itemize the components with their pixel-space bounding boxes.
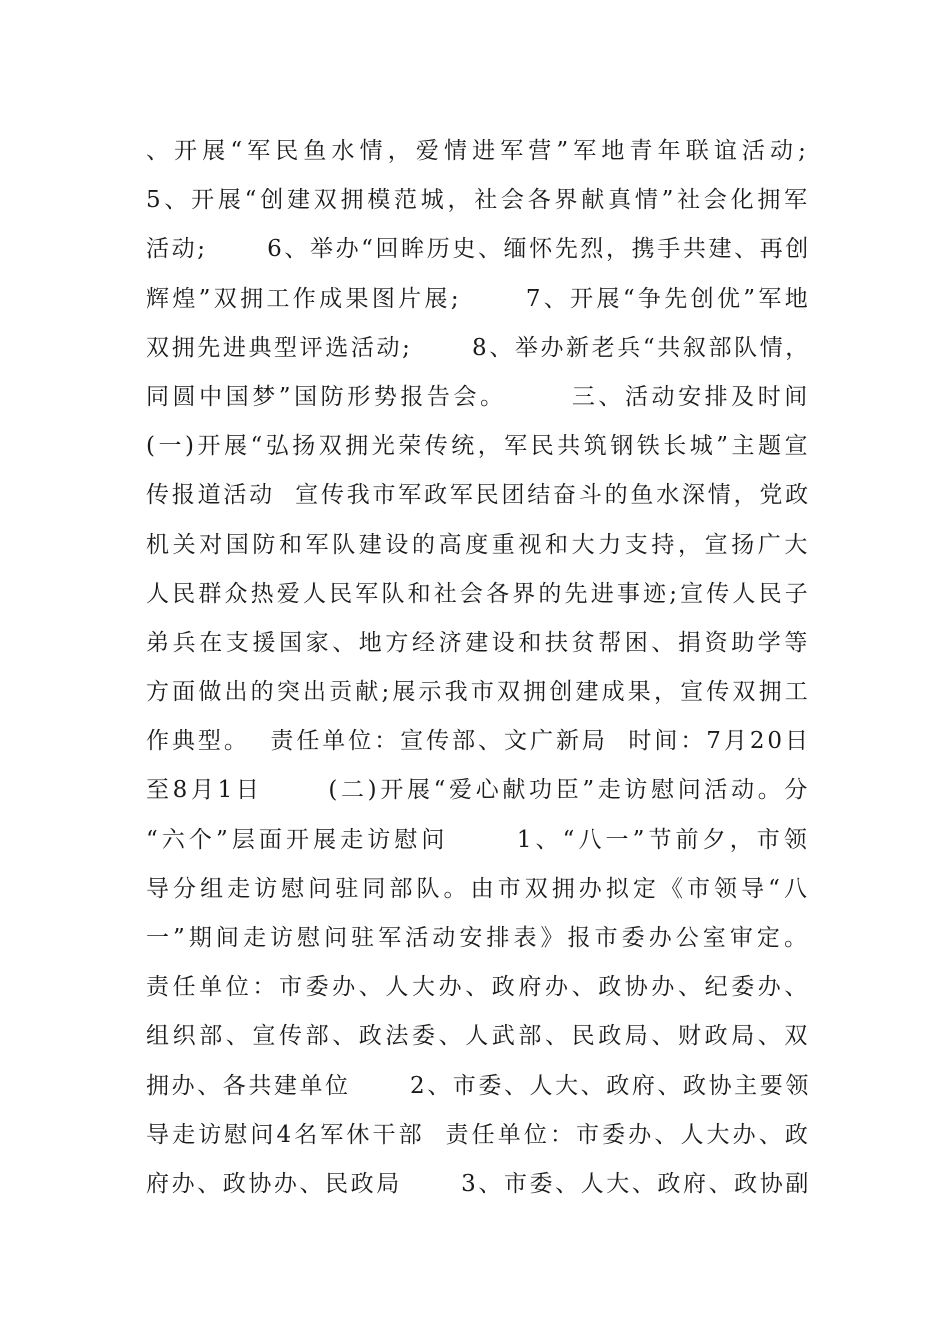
text-line-10: 人民群众热爱人民军队和社会各界的先进事迹;宣传人民子: [146, 580, 811, 607]
body-text: [146, 127, 811, 1209]
text-line-8: 传报道活动 宣传我市军政军民团结奋斗的鱼水深情，党政: [146, 482, 811, 509]
text-line-12: 方面做出的突出贡献;展示我市双拥创建成果，宣传双拥工: [146, 679, 811, 706]
text-line-2: 5、开展“创建双拥模范城，社会各界献真情”社会化拥军: [146, 187, 811, 214]
text-line-6: 同圆中国梦”国防形势报告会。 三、活动安排及时间: [146, 383, 811, 410]
text-line-5: 双拥先进典型评选活动; 8、举办新老兵“共叙部队情，: [146, 334, 811, 361]
text-line-1: 、开展“军民鱼水情，爱情进军营”军地青年联谊活动;: [146, 138, 812, 164]
text-line-3: 活动; 6、举办“回眸历史、缅怀先烈，携手共建、再创: [146, 236, 811, 263]
text-line-14: 至8月1日 (二)开展“爱心献功臣”走访慰问活动。分: [146, 777, 812, 804]
text-line-13: 作典型。 责任单位：宣传部、文广新局 时间：7月20日: [146, 728, 811, 755]
text-line-17: 一”期间走访慰问驻军活动安排表》报市委办公室审定。: [146, 925, 812, 951]
text-line-11: 弟兵在支援国家、地方经济建设和扶贫帮困、捐资助学等: [146, 629, 811, 656]
text-line-19: 组织部、宣传部、政法委、人武部、民政局、财政局、双: [146, 1023, 811, 1050]
text-line-16: 导分组走访慰问驻同部队。由市双拥办拟定《市领导“八: [146, 875, 812, 902]
text-line-9: 机关对国防和军队建设的高度重视和大力支持，宣扬广大: [146, 531, 811, 558]
text-line-7: (一)开展“弘扬双拥光荣传统，军民共筑钢铁长城”主题宣: [146, 433, 811, 460]
text-line-4: 辉煌”双拥工作成果图片展; 7、开展“争先创优”军地: [146, 285, 812, 312]
text-line-15: “六个”层面开展走访慰问 1、“八一”节前夕，市领: [146, 826, 811, 853]
text-line-18: 责任单位：市委办、人大办、政府办、政协办、纪委办、: [146, 974, 811, 1001]
text-line-20: 拥办、各共建单位 2、市委、人大、政府、政协主要领: [146, 1072, 811, 1099]
text-line-21: 导走访慰问4名军休干部 责任单位：市委办、人大办、政: [146, 1121, 811, 1148]
text-line-22: 府办、政协办、民政局 3、市委、人大、政府、政协副: [146, 1170, 811, 1197]
